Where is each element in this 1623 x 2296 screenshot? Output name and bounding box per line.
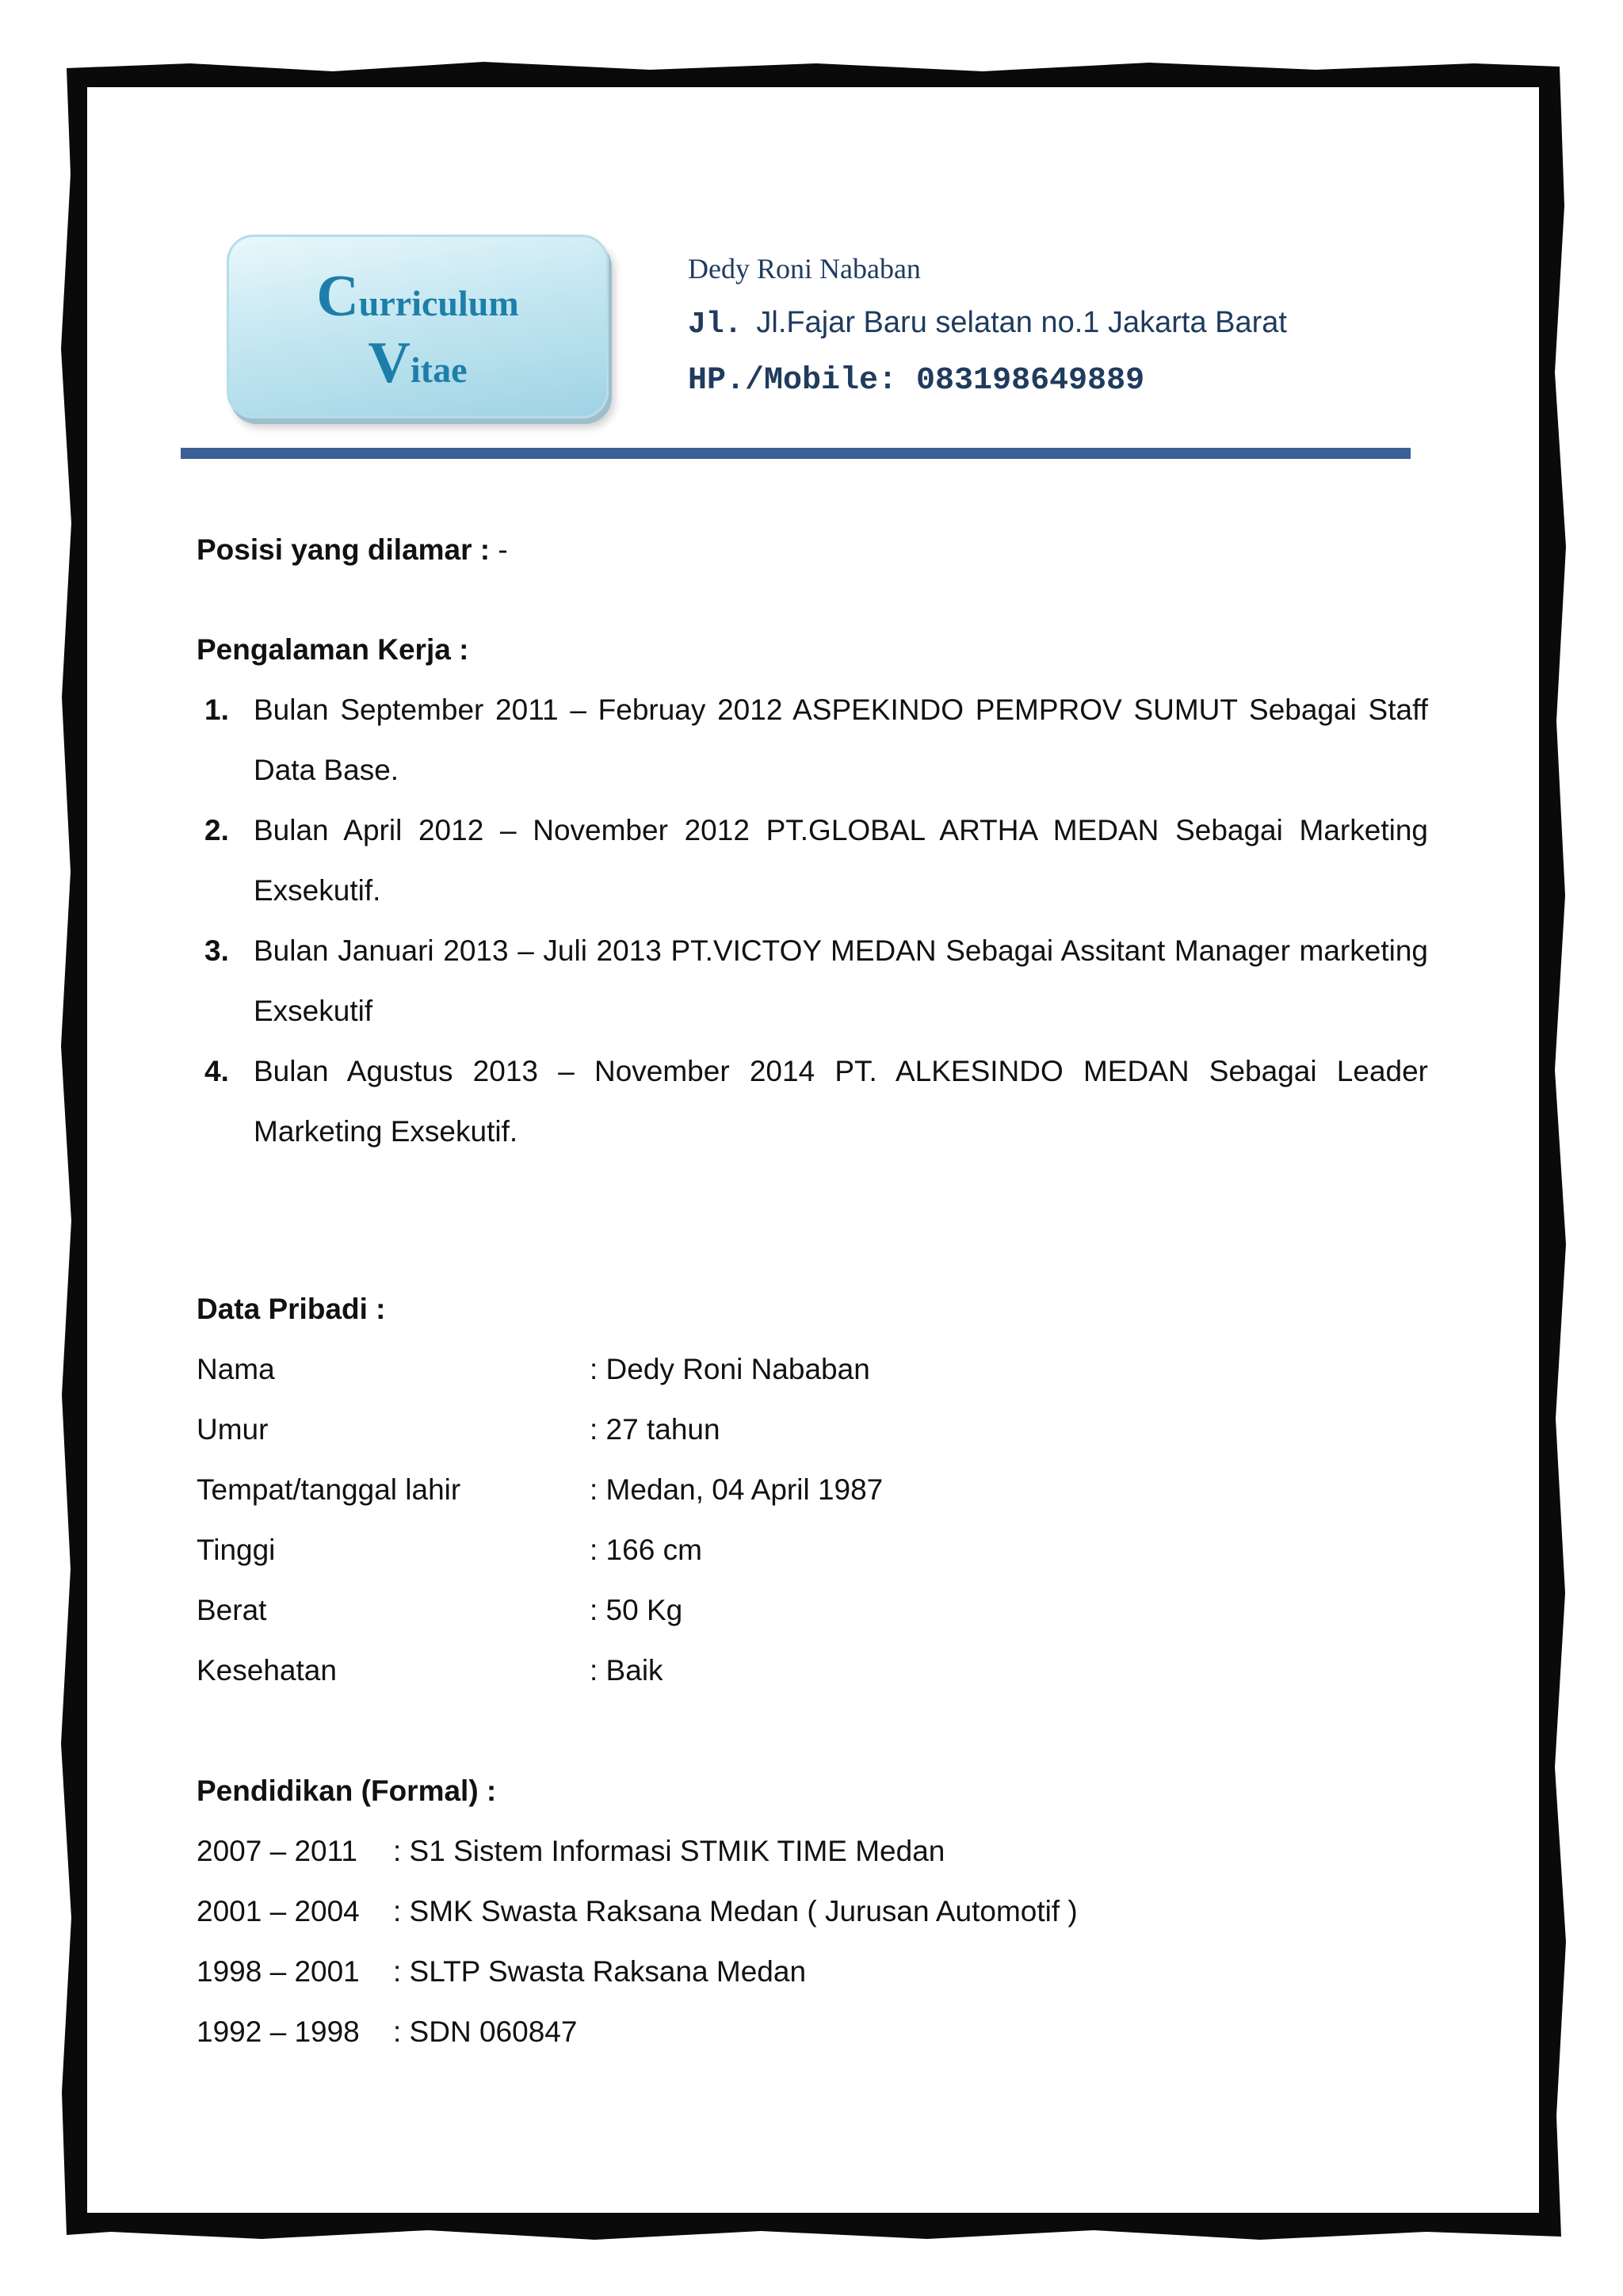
position-value: - [490, 533, 508, 566]
personal-row-height: Tinggi : 166 cm [197, 1534, 702, 1566]
experience-item: 4. Bulan Agustus 2013 – November 2014 PT. ALKESINDO MEDAN Sebagai Leader Marketing Exsekutif. [204, 1055, 1428, 1148]
address-prefix: Jl. [688, 308, 743, 342]
experience-item: 1. Bulan September 2011 – Februay 2012 ASPEKINDO PEMPROV SUMUT Sebagai Staff Data Base. [204, 693, 1428, 786]
header-divider [181, 448, 1411, 459]
header-phone: HP./Mobile: 083198649889 [688, 363, 1145, 399]
experience-item: 2. Bulan April 2012 – November 2012 PT.GLOBAL ARTHA MEDAN Sebagai Marketing Exsekutif. [204, 814, 1428, 907]
header-name: Dedy Roni Nababan [688, 253, 921, 285]
personal-row-name: Nama : Dedy Roni Nababan [197, 1353, 870, 1385]
cv-title-line-1: Curriculum [316, 264, 519, 329]
experience-heading: Pengalaman Kerja : [197, 633, 469, 666]
education-row: 1992 – 1998 : SDN 060847 [197, 2015, 578, 2048]
education-row: 1998 – 2001 : SLTP Swasta Raksana Medan [197, 1955, 807, 1988]
curriculum-vitae-badge [227, 235, 609, 418]
personal-row-weight: Berat : 50 Kg [197, 1594, 683, 1626]
position-applied [197, 520, 508, 580]
education-row: 2007 – 2011 : S1 Sistem Informasi STMIK TIME Medan [197, 1835, 945, 1867]
education-heading: Pendidikan (Formal) : [197, 1775, 497, 1807]
experience-list [197, 680, 1428, 1162]
experience-item: 3. Bulan Januari 2013 – Juli 2013 PT.VICTOY MEDAN Sebagai Assitant Manager marketing Exsekutif [204, 934, 1428, 1027]
personal-row-health: Kesehatan : Baik [197, 1654, 663, 1687]
personal-row-birth: Tempat/tanggal lahir : Medan, 04 April 1987 [197, 1473, 884, 1506]
address-text: Jl.Fajar Baru selatan no.1 Jakarta Barat [756, 306, 1287, 339]
header-address [688, 306, 1287, 342]
position-label: Posisi yang dilamar : [197, 533, 491, 566]
personal-data-heading: Data Pribadi : [197, 1293, 386, 1325]
personal-row-age: Umur : 27 tahun [197, 1413, 720, 1446]
cv-title-line-2: Vitae [368, 330, 468, 395]
education-row: 2001 – 2004 : SMK Swasta Raksana Medan ( Jurusan Automotif ) [197, 1895, 1078, 1927]
